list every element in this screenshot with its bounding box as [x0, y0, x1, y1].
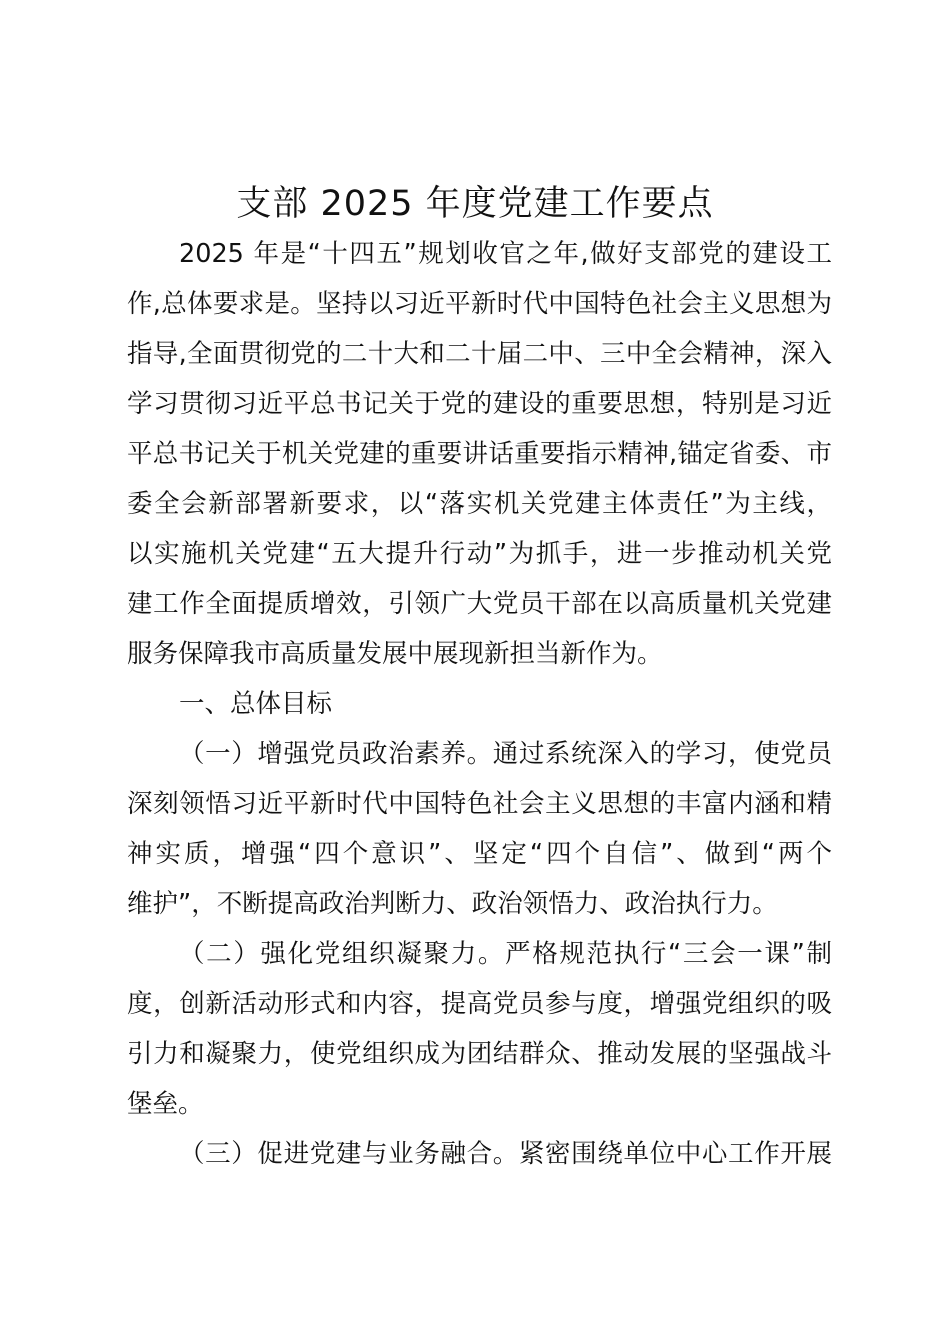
body-line: 服务保障我市高质量发展中展现新担当新作为。 — [127, 639, 663, 669]
body-line: 引力和凝聚力，使党组织成为团结群众、推动发展的坚强战斗 — [127, 1039, 832, 1069]
body-line: 指导,全面贯彻党的二十大和二十届二中、三中全会精神，深入 — [127, 339, 832, 369]
body-line: （二）强化党组织凝聚力。严格规范执行“三会一课”制 — [179, 939, 832, 969]
body-line: 委全会新部署新要求，以“落实机关党建主体责任”为主线， — [127, 489, 832, 519]
body-line: （三）促进党建与业务融合。紧密围绕单位中心工作开展 — [179, 1139, 832, 1169]
document-title: 支部 2025 年度党建工作要点 — [236, 184, 714, 224]
body-line: 堡垒。 — [127, 1089, 204, 1119]
body-line: 2025 年是“十四五”规划收官之年,做好支部党的建设工 — [179, 239, 832, 269]
body-line: 作,总体要求是。坚持以习近平新时代中国特色社会主义思想为 — [127, 289, 832, 319]
body-line: 学习贯彻习近平总书记关于党的建设的重要思想，特别是习近 — [127, 389, 832, 419]
section-heading: 一、总体目标 — [179, 689, 333, 719]
body-line: （一）增强党员政治素养。通过系统深入的学习，使党员 — [179, 739, 832, 769]
body-line: 建工作全面提质增效，引领广大党员干部在以高质量机关党建 — [127, 589, 832, 619]
body-line: 神实质，增强“四个意识”、坚定“四个自信”、做到“两个 — [127, 839, 832, 869]
body-line: 度，创新活动形式和内容，提高党员参与度，增强党组织的吸 — [127, 989, 832, 1019]
body-line: 深刻领悟习近平新时代中国特色社会主义思想的丰富内涵和精 — [127, 789, 832, 819]
body-line: 维护”，不断提高政治判断力、政治领悟力、政治执行力。 — [127, 889, 778, 919]
body-line: 以实施机关党建“五大提升行动”为抓手，进一步推动机关党 — [127, 539, 832, 569]
body-line: 平总书记关于机关党建的重要讲话重要指示精神,锚定省委、市 — [127, 439, 832, 469]
